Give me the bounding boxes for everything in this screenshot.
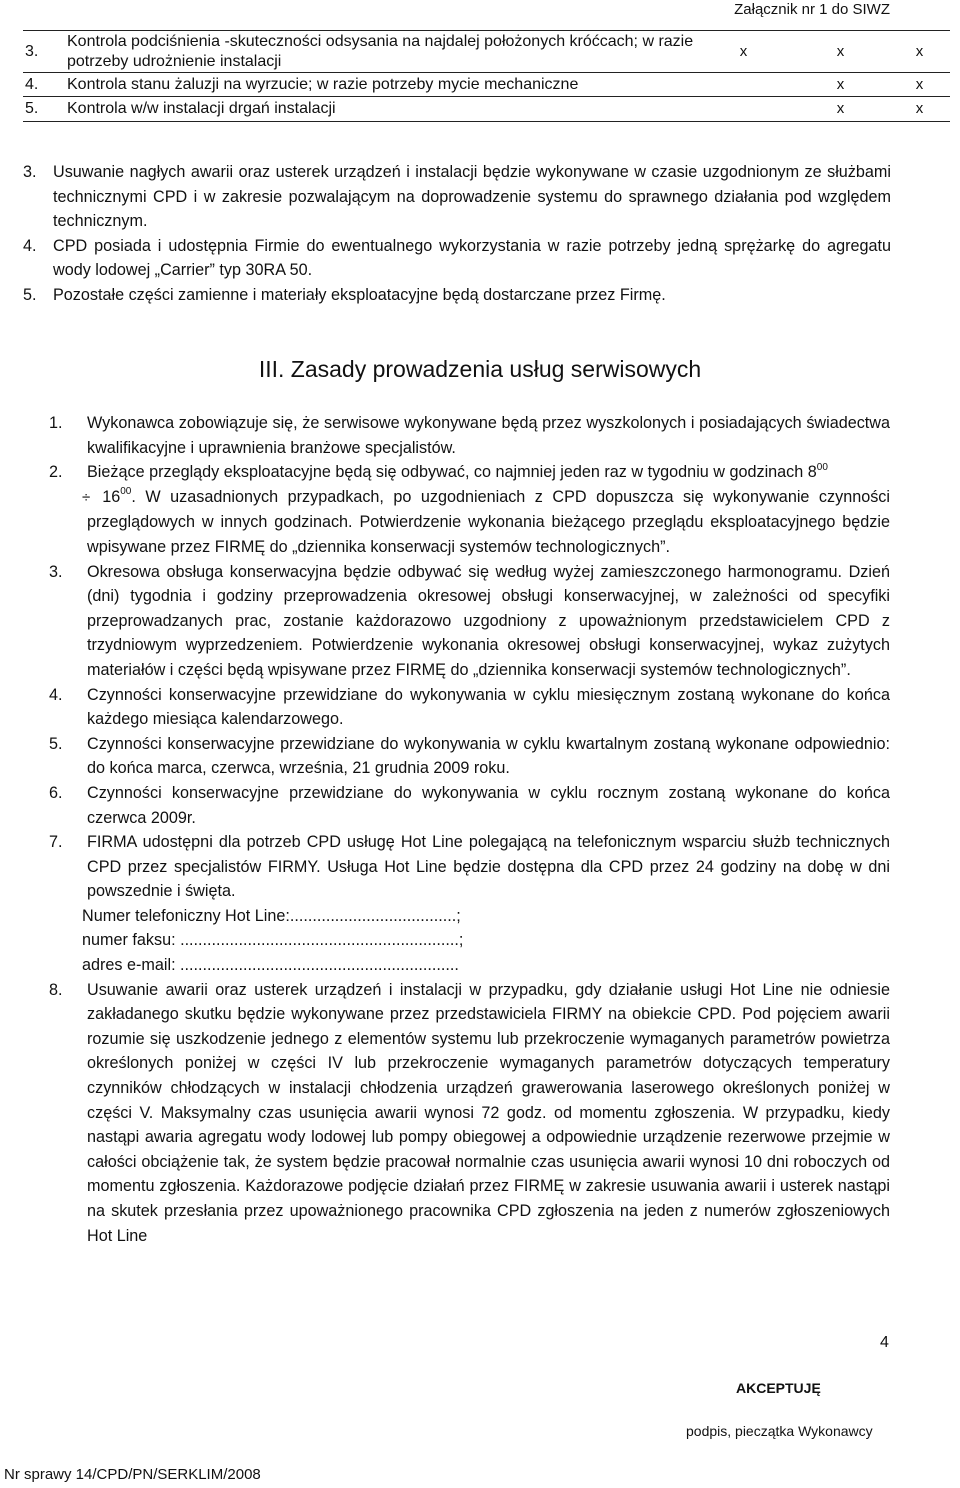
item-number: 3. <box>49 562 63 581</box>
item-number: 8. <box>49 980 63 999</box>
item-number: 3. <box>23 163 37 181</box>
service-rules-list <box>49 411 890 1248</box>
row-number: 4. <box>23 73 67 97</box>
list-item <box>49 411 890 460</box>
table-row <box>23 73 950 97</box>
row-number: 5. <box>23 97 67 122</box>
list-item <box>23 160 891 234</box>
item-number: 4. <box>23 236 37 255</box>
mark-cell <box>695 73 792 97</box>
item-number: 6. <box>49 783 63 802</box>
page-number: 4 <box>880 1334 889 1351</box>
item-number: 5. <box>49 734 63 753</box>
time-superscript: 00 <box>120 486 132 498</box>
mark-cell: x <box>889 97 950 122</box>
table-row <box>23 97 950 122</box>
division-sign: ÷ <box>82 488 91 506</box>
item-text-part: 16 <box>102 487 121 506</box>
hotline-phone-line: Numer telefoniczny Hot Line:.....................................; <box>82 906 461 925</box>
list-item <box>49 978 890 1249</box>
item-text: CPD posiada i udostępnia Firmie do ewentualnego wykorzystania w razie potrzeby jedną sprężarkę do agregatu wody lodowej „Carrier” typ 30RA 50. <box>53 236 891 280</box>
section2-list <box>23 160 891 308</box>
row-text: Kontrola stanu żaluzji na wyrzucie; w razie potrzeby mycie mechaniczne <box>67 73 695 97</box>
email-line: adres e-mail: .............................................................. <box>82 956 459 975</box>
list-item <box>49 460 890 559</box>
item-text: Czynności konserwacyjne przewidziane do wykonywania w cyklu kwartalnym zostaną wykonane odpowiednio: do końca marca, czerwca, września, 21 grudnia 2009 roku. <box>87 734 890 778</box>
attachment-header: Załącznik nr 1 do SIWZ <box>734 1 890 18</box>
mark-cell: x <box>889 31 950 73</box>
list-item <box>49 781 890 830</box>
item-text-part: . W uzasadnionych przypadkach, po uzgodnieniach z CPD dopuszcza się wykonywanie czynności przeglądowych w innych godzinach. Potwierdzenie wykonania bieżącego przeglądu eksploatacyjnego będzie wpisywane przez FIRMĘ do „dziennika konserwacji systemów technologicznych”. <box>87 487 890 556</box>
mark-cell <box>695 97 792 122</box>
mark-cell: x <box>695 31 792 73</box>
item-text: Okresowa obsługa konserwacyjna będzie odbywać się według wyżej zamieszczonego harmonogramu. Dzień (dni) tygodnia i godziny przeprowadzenia okresowej obsługi konserwacyjnej, w zależności od specyfiki przeprowadzanych prac, zostanie każdorazowo uzgodniony z upoważnionym przedstawicielem CPD z trzydniowym wyprzedzeniem. Potwierdzenie wykonania okresowej obsługi konserwacyjnej, wykaz zużytych materiałów i części będą wpisywane przez FIRMĘ do „dziennika konserwacji systemów technologicznych”. <box>87 562 890 679</box>
list-item <box>49 830 890 904</box>
list-item <box>49 560 890 683</box>
item-text: Pozostałe części zamienne i materiały eksploatacyjne będą dostarczane przez Firmę. <box>53 285 666 304</box>
mark-cell: x <box>792 73 889 97</box>
item-text: Czynności konserwacyjne przewidziane do wykonywania w cyklu rocznym zostaną wykonane do końca czerwca 2009r. <box>87 783 890 827</box>
item-number: 5. <box>23 285 37 304</box>
mark-cell: x <box>889 73 950 97</box>
item-number: 2. <box>49 463 63 482</box>
case-number-footer: Nr sprawy 14/CPD/PN/SERKLIM/2008 <box>4 1466 261 1483</box>
accept-label: AKCEPTUJĘ <box>736 1380 821 1396</box>
item-text: Wykonawca zobowiązuje się, że serwisowe wykonywane będą przez wyszkolonych i posiadających świadectwa kwalifikacyjne i uprawnienia branżowe specjalistów. <box>87 414 890 457</box>
row-number: 3. <box>23 31 67 73</box>
mark-cell: x <box>792 31 889 73</box>
maintenance-table <box>23 30 950 122</box>
row-text: Kontrola podciśnienia -skuteczności odsysania na najdalej położonych króćcach; w razie potrzeby udrożnienie instalacji <box>67 31 695 73</box>
item-text <box>82 460 890 559</box>
table-row <box>23 31 950 73</box>
item-text: Czynności konserwacyjne przewidziane do wykonywania w cyklu miesięcznym zostaną wykonane do końca każdego miesiąca kalendarzowego. <box>87 685 890 729</box>
list-item <box>23 234 891 283</box>
item-number: 7. <box>49 833 63 852</box>
section-heading: III. Zasady prowadzenia usług serwisowych <box>258 356 702 382</box>
fax-line: numer faksu: ..............................................................; <box>82 931 464 950</box>
mark-cell: x <box>792 97 889 122</box>
row-text: Kontrola w/w instalacji drgań instalacji <box>67 97 695 122</box>
item-text-part: Bieżące przeglądy eksploatacyjne będą się odbywać, co najmniej jeden raz w tygodniu w godzinach 8 <box>87 463 817 482</box>
item-text: Usuwanie awarii oraz usterek urządzeń i instalacji w przypadku, gdy działanie usługi Hot Line nie odniesie zakładanego skutku będzie wykonywane przez przedstawiciela FIRMY na obiekcie CPD. Pod pojęciem awarii rozumie się uszkodzenie jednego z elementów systemu lub przekroczenie wymaganych parametrów powietrza określonych poniżej w części IV lub przekroczenie wymaganych parametrów dotyczących temperatury czynników chłodzących w instalacji chłodzenia urządzeń grawerowania laserowego określonych poniżej w części V. Maksymalny czas usunięcia awarii wynosi 72 godz. od momentu zgłoszenia. W przypadku, kiedy nastąpi awaria agregatu wody lodowej lub pompy obiegowej a odpowiednie urządzenie rezerwowe przejmie w całości obciążenie tak, że system będzie pracował normalnie czas usunięcia awarii wynosi 10 dni roboczych od momentu zgłoszenia. Każdorazowe podjęcie działań przez FIRMĘ w zakresie usuwania awarii i usterek nastąpi na skutek przesłania przez upoważnionego pracownika CPD zgłoszenia na jeden z numerów zgłoszeniowych Hot Line <box>87 980 890 1245</box>
item-text: FIRMA udostępni dla potrzeb CPD usługę Hot Line polegającą na telefonicznym wsparciu służb technicznych CPD przez specjalistów FIRMY. Usługa Hot Line będzie dostępna dla CPD przez 24 godziny na dobę w dni powszednie i święta. <box>87 833 890 901</box>
item-number: 4. <box>49 685 63 704</box>
time-superscript: 00 <box>816 461 828 473</box>
list-item <box>23 283 891 308</box>
item-text: Usuwanie nagłych awarii oraz usterek urządzeń i instalacji będzie wykonywane w czasie uzgodnionym ze służbami technicznymi CPD i w zakresie pozwalającym na doprowadzenie systemu do sprawnego działania pod względem technicznym. <box>53 163 891 231</box>
item-number: 1. <box>49 414 63 432</box>
list-item <box>49 683 890 732</box>
signature-label: podpis, pieczątka Wykonawcy <box>686 1423 873 1439</box>
list-item <box>49 732 890 781</box>
